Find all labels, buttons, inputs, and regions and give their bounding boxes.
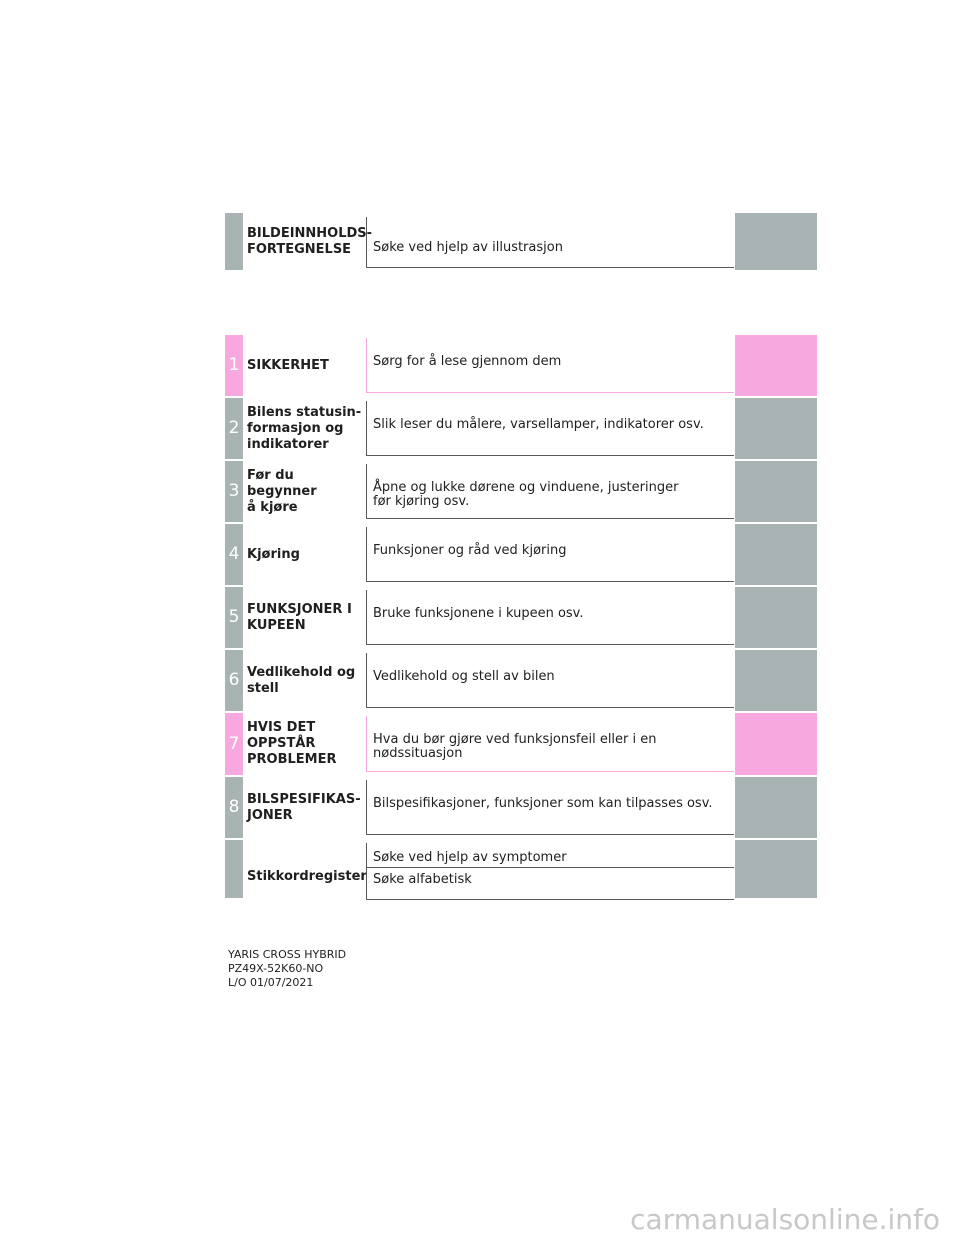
chapter-row-7[interactable] bbox=[225, 713, 817, 775]
chapter-number-7: 7 bbox=[225, 713, 243, 775]
chapter-title-5: FUNKSJONER I KUPEEN bbox=[247, 601, 352, 633]
chapter-number-1: 1 bbox=[225, 335, 243, 396]
chapter-row-2[interactable] bbox=[225, 398, 817, 459]
index-row-tab-left bbox=[225, 213, 243, 270]
search-alphabetical-link[interactable]: Søke alfabetisk bbox=[373, 872, 472, 887]
chapter-title-3: Før du begynner å kjøre bbox=[247, 467, 317, 515]
chapter-title-7: HVIS DET OPPSTÅR PROBLEMER bbox=[247, 720, 337, 767]
chapter-number-3: 3 bbox=[225, 461, 243, 522]
chapter-number-6: 6 bbox=[225, 650, 243, 711]
chapter-description-text-8: Bilspesifikasjoner, funksjoner som kan tilpasses osv. bbox=[373, 796, 713, 811]
chapter-description-1 bbox=[366, 338, 734, 393]
chapter-tab-6 bbox=[735, 650, 817, 711]
pictorial-index-row[interactable] bbox=[225, 213, 817, 270]
chapter-description-6 bbox=[366, 653, 734, 708]
watermark: carmanualsonline.info bbox=[630, 1203, 940, 1236]
search-by-symptom-link[interactable]: Søke ved hjelp av symptomer bbox=[367, 851, 734, 868]
chapter-description-4 bbox=[366, 527, 734, 582]
chapter-tab-7 bbox=[735, 713, 817, 775]
chapter-description-text-4: Funksjoner og råd ved kjøring bbox=[373, 543, 567, 558]
index-row-description-text: Søke ved hjelp av illustrasjon bbox=[373, 240, 563, 255]
chapter-description-3 bbox=[366, 464, 734, 519]
index-row-title: BILDEINNHOLDS- FORTEGNELSE bbox=[247, 225, 373, 257]
chapter-description-text-3: Åpne og lukke dørene og vinduene, justeringer før kjøring osv. bbox=[373, 480, 679, 509]
chapter-number-4: 4 bbox=[225, 524, 243, 585]
chapter-number-5: 5 bbox=[225, 587, 243, 648]
chapter-description-text-5: Bruke funksjonene i kupeen osv. bbox=[373, 606, 584, 621]
chapter-description-5 bbox=[366, 590, 734, 645]
chapter-tab-2 bbox=[735, 398, 817, 459]
chapter-description-text-2: Slik leser du målere, varsellamper, indikatorer osv. bbox=[373, 417, 704, 432]
chapter-description-8 bbox=[366, 780, 734, 835]
chapter-number-8: 8 bbox=[225, 777, 243, 838]
index-bottom-description bbox=[366, 843, 734, 900]
footer-code: PZ49X-52K60-NO bbox=[228, 962, 324, 975]
index-row-description bbox=[366, 217, 734, 268]
chapter-title-6: Vedlikehold og stell bbox=[247, 664, 356, 696]
chapter-row-5[interactable] bbox=[225, 587, 817, 648]
chapter-title-8: BILSPESIFIKAS- JONER bbox=[247, 791, 361, 823]
footer-model: YARIS CROSS HYBRID bbox=[228, 948, 347, 961]
chapter-row-3[interactable] bbox=[225, 461, 817, 522]
alphabetical-index-row[interactable] bbox=[225, 840, 817, 898]
chapter-description-text-7: Hva du bør gjøre ved funksjonsfeil eller i en nødssituasjon bbox=[373, 732, 657, 761]
footer-date: L/O 01/07/2021 bbox=[228, 976, 314, 989]
chapter-title-2: Bilens statusin- formasjon og indikatorer bbox=[247, 404, 362, 452]
index-bottom-title: Stikkordregister bbox=[247, 869, 367, 884]
chapter-title-1: SIKKERHET bbox=[247, 357, 329, 373]
chapter-row-1[interactable] bbox=[225, 335, 817, 396]
chapter-row-4[interactable] bbox=[225, 524, 817, 585]
chapter-description-text-1: Sørg for å lese gjennom dem bbox=[373, 354, 562, 369]
chapter-title-4: Kjøring bbox=[247, 546, 300, 562]
chapter-tab-4 bbox=[735, 524, 817, 585]
chapter-tab-3 bbox=[735, 461, 817, 522]
chapter-tab-8 bbox=[735, 777, 817, 838]
chapter-description-text-6: Vedlikehold og stell av bilen bbox=[373, 669, 555, 684]
chapter-number-2: 2 bbox=[225, 398, 243, 459]
chapter-tab-5 bbox=[735, 587, 817, 648]
index-bottom-tab-left bbox=[225, 840, 243, 898]
index-bottom-tab-right bbox=[735, 840, 817, 898]
chapter-row-6[interactable] bbox=[225, 650, 817, 711]
document-footer bbox=[228, 948, 346, 990]
index-row-tab-right bbox=[735, 213, 817, 270]
chapter-tab-1 bbox=[735, 335, 817, 396]
chapter-description-2 bbox=[366, 401, 734, 456]
chapter-row-8[interactable] bbox=[225, 777, 817, 838]
chapter-description-7 bbox=[366, 716, 734, 772]
